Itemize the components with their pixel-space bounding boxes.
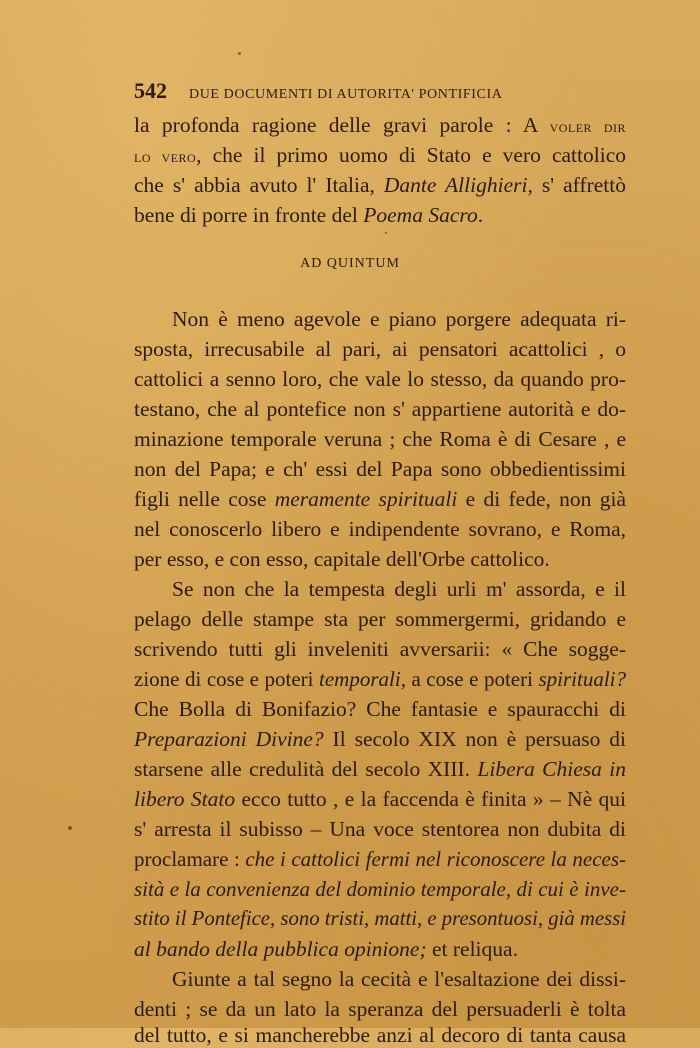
text-line: s' arresta il subisso – Una voce stentorea non dubita di: [134, 817, 626, 841]
text-line: del tutto, e si mancherebbe anzi al decoro di tanta causa: [134, 1023, 626, 1047]
text-line: nel conoscerlo libero e indipendente sovrano, e Roma,: [134, 517, 626, 541]
text-line: non del Papa; e ch' essi del Papa sono obbedientissimi: [134, 457, 626, 481]
paper-speck: [238, 52, 241, 55]
paper-speck: [68, 826, 72, 830]
text-line: lo vero, che il primo uomo di Stato e vero cattolico: [134, 143, 626, 167]
text-line: testano, che al pontefice non s' appartiene autorità e do-: [134, 397, 626, 421]
text-line: sposta, irrecusabile al pari, ai pensatori acattolici , o: [134, 337, 626, 361]
text-line: scrivendo tutti gli inveleniti avversarii: « Che sogge-: [134, 637, 626, 661]
text-line: Non è meno agevole e piano porgere adequata ri-: [172, 307, 626, 331]
text-line: sità e la convenienza del dominio temporale, di cui è inve-: [134, 877, 626, 901]
text-line: al bando della pubblica opinione; et reliqua.: [134, 937, 518, 961]
text-line: figli nelle cose meramente spirituali e di fede, non già: [134, 487, 626, 511]
text-line: proclamare : che i cattolici fermi nel riconoscere la neces-: [134, 847, 627, 871]
text-line: libero Stato ecco tutto , e la faccenda è finita » – Nè qui: [134, 787, 626, 811]
text-line: per esso, e con esso, capitale dell'Orbe cattolico.: [134, 547, 550, 571]
text-line: Preparazioni Divine? Il secolo XIX non è persuaso di: [134, 727, 626, 751]
running-title: DUE DOCUMENTI DI AUTORITA' PONTIFICIA: [189, 87, 503, 102]
paper-speck: [385, 232, 387, 234]
text-line: stito il Pontefice, sono tristi, matti, e presontuosi, già messi: [134, 908, 627, 930]
page-number: 542: [134, 78, 167, 103]
text-line: Giunte a tal segno la cecità e l'esaltazione dei dissi-: [172, 967, 626, 991]
text-line: minazione temporale veruna ; che Roma è di Cesare , e: [134, 427, 626, 451]
text-line: cattolici a senno loro, che vale lo stesso, da quando pro-: [134, 367, 626, 391]
text-line: starsene alle credulità del secolo XIII. Libera Chiesa in: [134, 757, 626, 781]
text-line: la profonda ragione delle gravi parole : A voler dir: [134, 113, 626, 137]
section-heading: AD QUINTUM: [300, 256, 400, 271]
text-line: denti ; se da un lato la speranza del persuaderli è tolta: [134, 997, 626, 1021]
text-line: che s' abbia avuto l' Italia, Dante Allighieri, s' affrettò: [134, 173, 626, 197]
text-line: Se non che la tempesta degli urli m' assorda, e il: [172, 577, 626, 601]
text-line: zione di cose e poteri temporali, a cose e poteri spirituali?: [134, 667, 626, 691]
text-line: Che Bolla di Bonifazio? Che fantasie e spauracchi di: [134, 697, 626, 721]
running-header: [134, 78, 634, 104]
text-line: bene di porre in fronte del Poema Sacro.: [134, 203, 484, 227]
text-line: pelago delle stampe sta per sommergermi, gridando e: [134, 607, 626, 631]
